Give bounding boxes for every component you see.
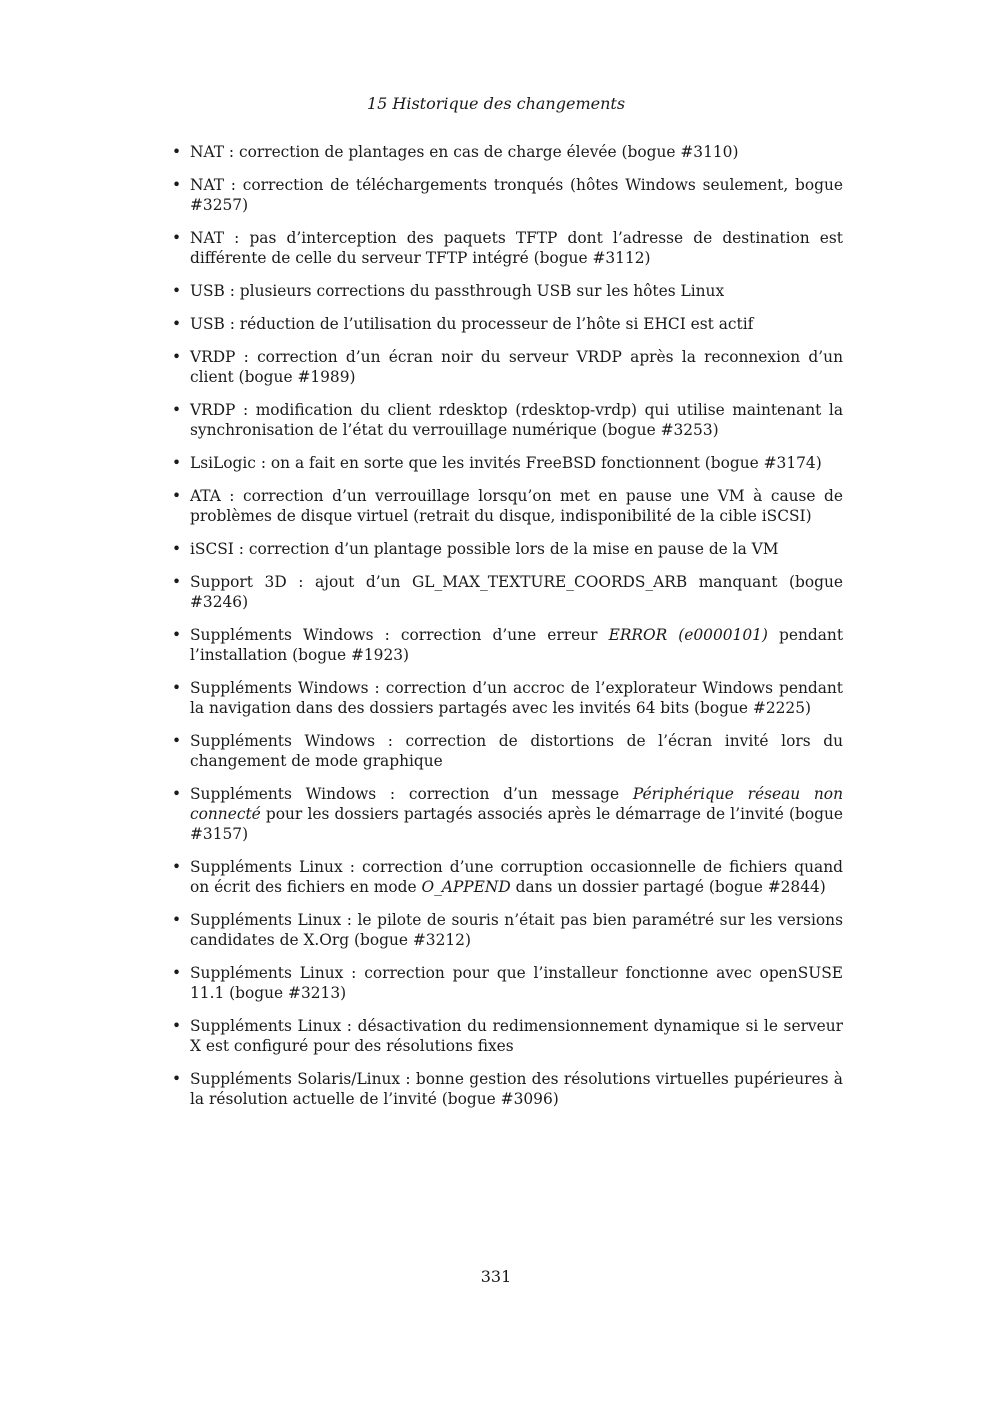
item-text: Suppléments Windows : correction d’une erreur [190, 626, 609, 644]
bullet-icon: • [172, 315, 182, 333]
changelog-item [172, 572, 843, 612]
item-text: NAT : pas d’interception des paquets TFTP dont l’adresse de destination est différente de celle du serveur TFTP intégré (bogue #3112) [190, 229, 843, 267]
item-text: ATA : correction d’un verrouillage lorsqu’on met en pause une VM à cause de problèmes de disque virtuel (retrait du disque, indisponibilité de la cible iSCSI) [190, 487, 843, 525]
item-text: pour les dossiers partagés associés après le démarrage de l’invité (bogue #3157) [190, 805, 843, 843]
running-header: 15 Historique des changements [366, 94, 626, 113]
bullet-icon: • [172, 1070, 182, 1088]
changelog-list [172, 142, 843, 1122]
bullet-icon: • [172, 454, 182, 472]
item-text: pendant l’installation (bogue #1923) [190, 626, 844, 664]
emphasized-text: ERROR (e0000101) [608, 626, 768, 644]
bullet-icon: • [172, 282, 182, 300]
item-text: NAT : correction de téléchargements tronqués (hôtes Windows seulement, bogue #3257) [190, 176, 843, 214]
bullet-icon: • [172, 626, 182, 644]
bullet-icon: • [172, 785, 182, 803]
emphasized-text: Périphérique réseau non connecté [190, 785, 843, 823]
item-text: LsiLogic : on a fait en sorte que les invités FreeBSD fonctionnent (bogue #3174) [190, 454, 822, 472]
item-text: VRDP : correction d’un écran noir du serveur VRDP après la reconnexion d’un client (bogue #1989) [190, 348, 843, 386]
item-text: iSCSI : correction d’un plantage possible lors de la mise en pause de la VM [190, 540, 779, 558]
item-text: USB : plusieurs corrections du passthrough USB sur les hôtes Linux [190, 282, 725, 300]
changelog-item [172, 857, 843, 897]
item-text: VRDP : modification du client rdesktop (rdesktop-vrdp) qui utilise maintenant la synchronisation de l’état du verrouillage numérique (bogue #3253) [190, 401, 843, 439]
bullet-icon: • [172, 679, 182, 697]
item-text: Suppléments Windows : correction de distortions de l’écran invité lors du changement de mode graphique [190, 732, 843, 770]
changelog-item [172, 1069, 843, 1109]
item-text: Suppléments Linux : désactivation du redimensionnement dynamique si le serveur X est configuré pour des résolutions fixes [190, 1017, 843, 1055]
changelog-item [172, 486, 843, 526]
bullet-icon: • [172, 401, 182, 419]
changelog-item [172, 142, 843, 162]
page-number: 331 [480, 1267, 512, 1286]
item-text: dans un dossier partagé (bogue #2844) [510, 878, 826, 896]
changelog-item [172, 228, 843, 268]
item-text: Suppléments Linux : correction pour que l’installeur fonctionne avec openSUSE 11.1 (bogue #3213) [190, 964, 843, 1002]
bullet-icon: • [172, 348, 182, 366]
item-text: Suppléments Windows : correction d’un message [190, 785, 633, 803]
item-text: Support 3D : ajout d’un GL_MAX_TEXTURE_COORDS_ARB manquant (bogue #3246) [190, 573, 843, 611]
bullet-icon: • [172, 1017, 182, 1035]
changelog-item [172, 678, 843, 718]
changelog-item [172, 910, 843, 950]
bullet-icon: • [172, 487, 182, 505]
item-text: Suppléments Windows : correction d’un accroc de l’explorateur Windows pendant la navigation dans des dossiers partagés avec les invités 64 bits (bogue #2225) [190, 679, 843, 717]
bullet-icon: • [172, 573, 182, 591]
changelog-item [172, 281, 843, 301]
changelog-item [172, 314, 843, 334]
emphasized-text: O_APPEND [421, 878, 511, 896]
item-text: Suppléments Linux : correction d’une corruption occasionnelle de fichiers quand on écrit des fichiers en mode [190, 858, 843, 896]
changelog-item [172, 731, 843, 771]
bullet-icon: • [172, 229, 182, 247]
changelog-item [172, 175, 843, 215]
changelog-item [172, 453, 843, 473]
changelog-item [172, 400, 843, 440]
bullet-icon: • [172, 540, 182, 558]
bullet-icon: • [172, 732, 182, 750]
item-text: USB : réduction de l’utilisation du processeur de l’hôte si EHCI est actif [190, 315, 754, 333]
item-text: Suppléments Solaris/Linux : bonne gestion des résolutions virtuelles pupérieures à la résolution actuelle de l’invité (bogue #3096) [190, 1070, 843, 1108]
changelog-item [172, 539, 843, 559]
bullet-icon: • [172, 176, 182, 194]
changelog-item [172, 625, 843, 665]
item-text: NAT : correction de plantages en cas de charge élevée (bogue #3110) [190, 143, 739, 161]
changelog-item [172, 1016, 843, 1056]
bullet-icon: • [172, 911, 182, 929]
bullet-icon: • [172, 964, 182, 982]
changelog-item [172, 784, 843, 844]
changelog-item [172, 347, 843, 387]
item-text: Suppléments Linux : le pilote de souris n’était pas bien paramétré sur les versions candidates de X.Org (bogue #3212) [190, 911, 843, 949]
changelog-item [172, 963, 843, 1003]
bullet-icon: • [172, 858, 182, 876]
bullet-icon: • [172, 143, 182, 161]
